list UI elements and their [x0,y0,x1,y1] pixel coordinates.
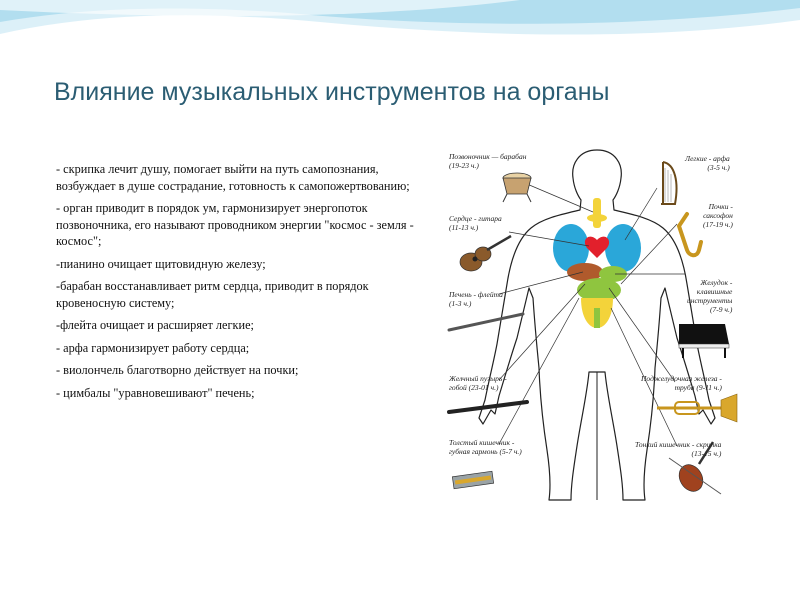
bullet-item: - цимбалы "уравновешивают" печень; [56,385,255,400]
bullet-item: -флейта очищает и расширяет легкие; [56,318,254,332]
bullet-item: - арфа гармонизирует работу сердца; [56,340,250,355]
bullet-item: - виолончель благотворно действует на почки; [56,363,299,377]
gallbladder-label: Желчный пузырь - гобой (23-01 ч.) [449,374,507,392]
large-intestine-label: Толстый кишечник - губная гармонь (5-7 ч.) [449,438,522,456]
bullet-item: - скрипка лечит душу, помогает выйти на путь самопознания, возбуждает в душе сострадание, готовность к самопожертвованию; [56,162,410,193]
slide-title: Влияние музыкальных инструментов на органы [54,78,610,106]
lungs-label: Легкие - арфа (3-5 ч.) [685,154,730,172]
thyroid-organ [587,214,607,222]
bullet-item: -барабан восстанавливает ритм сердца, приводит в порядок кровеносную систему; [56,279,369,310]
body-instruments-figure [439,148,747,504]
spine-organ [593,198,601,228]
bladder-organ [594,308,600,328]
spine-label: Позвоночник — барабан (19-23 ч.) [449,152,527,170]
liver-label: Печень - флейта (1-3 ч.) [449,290,503,308]
heart-label: Сердце - гитара (11-13 ч.) [449,214,502,232]
bullet-item: -пианино очищает щитовидную железу; [56,256,266,271]
bullet-list [56,161,416,407]
small-intestine-label: Тонкий кишечник - скрипка (13-15 ч.) [635,440,722,458]
pancreas-label: Поджелудочная железа - труба (9-11 ч.) [641,374,722,392]
stomach-label: Желудок - клавишные инструменты (7-9 ч.) [687,278,733,314]
bullet-item: - орган приводит в порядок ум, гармонизирует энергопоток позвоночника, его называют проводником энергии "космос - земля - космос"; [56,201,414,248]
right-lung-organ [605,224,641,272]
kidneys-label: Почки - саксофон (17-19 ч.) [703,202,733,229]
